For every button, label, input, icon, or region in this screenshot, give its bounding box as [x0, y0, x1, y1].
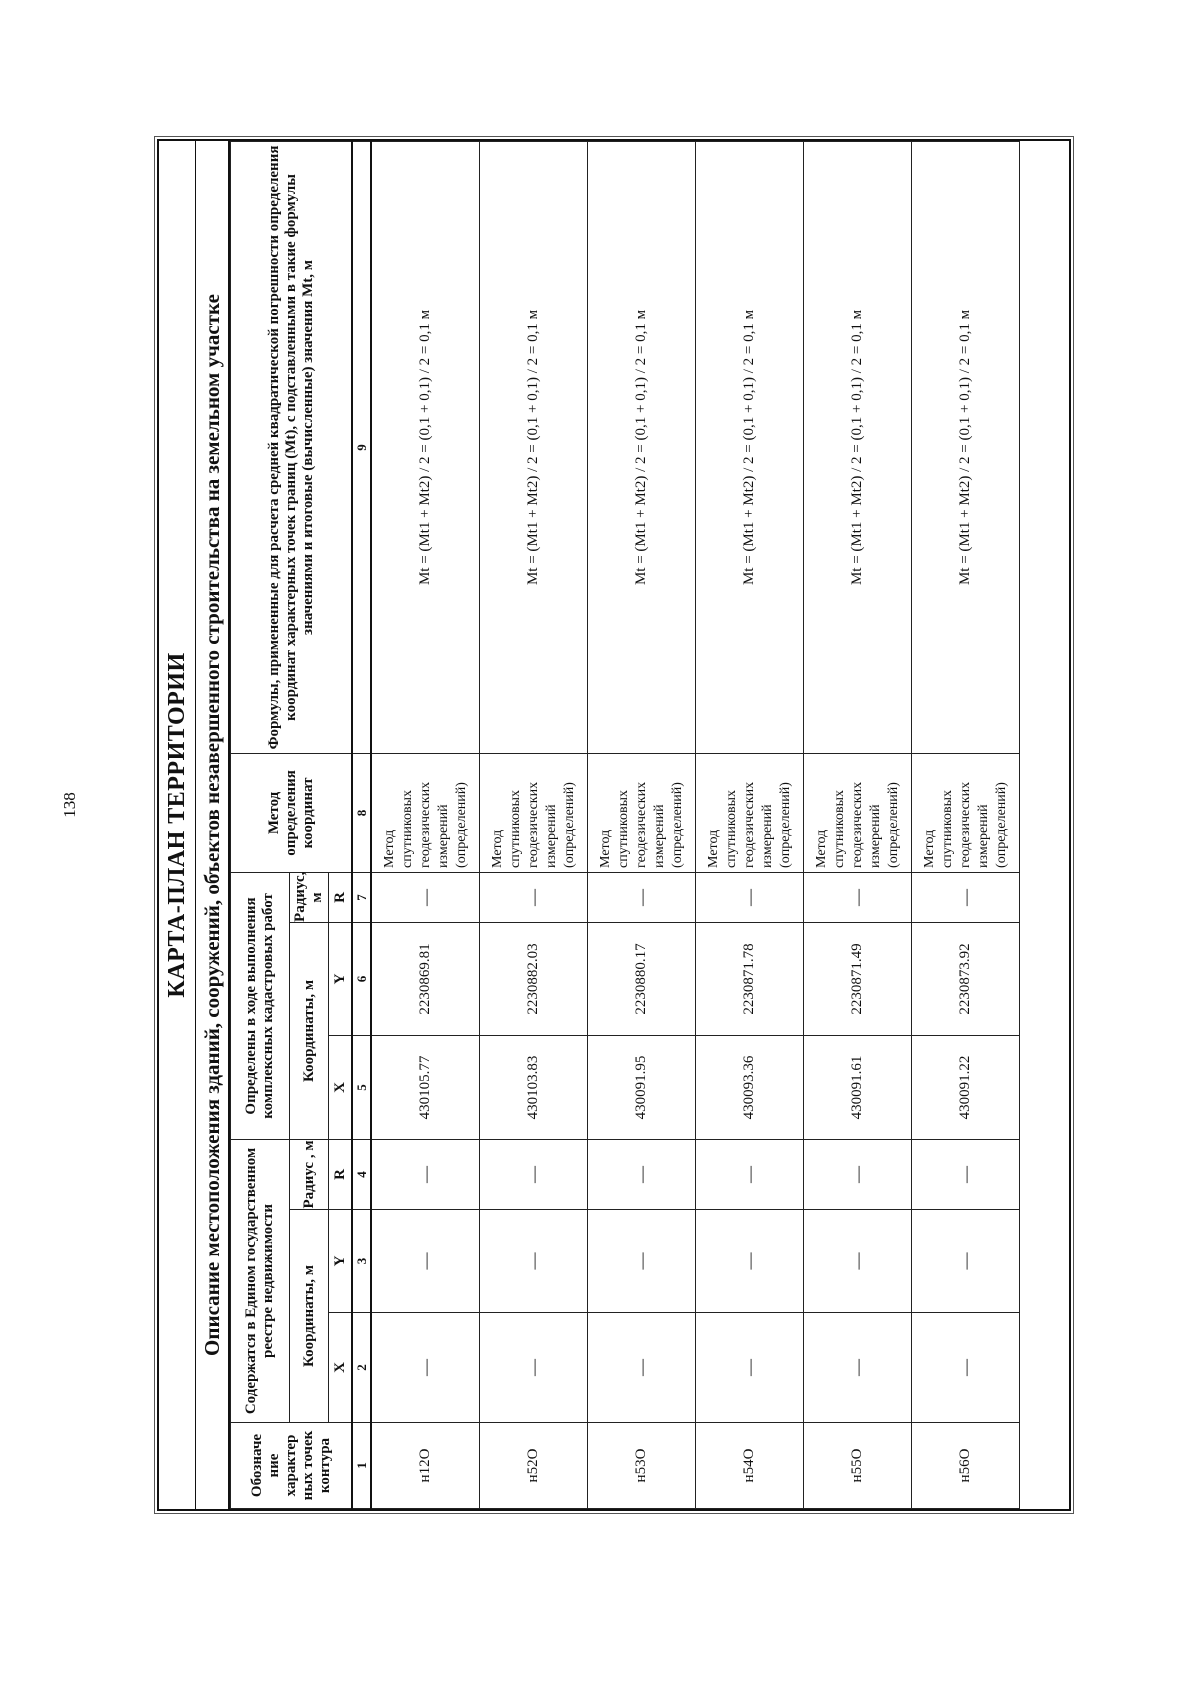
- header-kkr-coords: Координаты, м: [290, 922, 329, 1139]
- x-egrn: —: [371, 1313, 480, 1423]
- method: Метод спутниковых геодезических измерений (определений): [588, 753, 696, 872]
- point-id: н53О: [588, 1423, 696, 1509]
- point-id: н56О: [912, 1423, 1020, 1509]
- y-egrn: —: [371, 1210, 480, 1313]
- document-title: КАРТА-ПЛАН ТЕРРИТОРИИ: [159, 141, 196, 1509]
- radius: —: [480, 872, 588, 922]
- y-coordinate: 2230880.17: [588, 922, 696, 1035]
- header-method: Метод определения координат: [231, 753, 353, 872]
- y-egrn: —: [480, 1210, 588, 1313]
- header-egrn-group: Содержатся в Едином государственном реестре недвижимости: [231, 1139, 290, 1422]
- point-id: н55О: [804, 1423, 912, 1509]
- table-row: [696, 142, 804, 1509]
- y-egrn: —: [588, 1210, 696, 1313]
- header-kkr-group: Определены в ходе выполнения комплексных кадастровых работ: [231, 872, 290, 1139]
- y-coordinate: 2230873.92: [912, 922, 1020, 1035]
- column-number: 5: [352, 1035, 371, 1139]
- formula: Mt = (Mt1 + Mt2) / 2 = (0,1 + 0,1) / 2 = 0,1 м: [480, 142, 588, 754]
- formula: Mt = (Mt1 + Mt2) / 2 = (0,1 + 0,1) / 2 = 0,1 м: [912, 142, 1020, 754]
- x-coordinate: 430093.36: [696, 1035, 804, 1139]
- y-coordinate: 2230871.78: [696, 922, 804, 1035]
- method: Метод спутниковых геодезических измерений (определений): [696, 753, 804, 872]
- table-row: [588, 142, 696, 1509]
- method: Метод спутниковых геодезических измерений (определений): [804, 753, 912, 872]
- radius: —: [696, 872, 804, 922]
- rotated-document: [157, 139, 1071, 1511]
- column-number: 2: [352, 1313, 371, 1423]
- y-coordinate: 2230869.81: [371, 922, 480, 1035]
- r-egrn: —: [804, 1139, 912, 1209]
- header-point: Обозначе ние характер ных точек контура: [231, 1423, 353, 1509]
- header-kkr-radius: Радиус, м: [290, 872, 329, 922]
- table-row: [804, 142, 912, 1509]
- x-coordinate: 430105.77: [371, 1035, 480, 1139]
- formula: Mt = (Mt1 + Mt2) / 2 = (0,1 + 0,1) / 2 = 0,1 м: [696, 142, 804, 754]
- header-y-egrn: Y: [329, 1210, 353, 1313]
- x-coordinate: 430091.61: [804, 1035, 912, 1139]
- header-x-kkr: X: [329, 1035, 353, 1139]
- formula: Mt = (Mt1 + Mt2) / 2 = (0,1 + 0,1) / 2 = 0,1 м: [804, 142, 912, 754]
- radius: —: [371, 872, 480, 922]
- header-r-kkr: R: [329, 872, 353, 922]
- column-number: 8: [352, 753, 371, 872]
- formula: Mt = (Mt1 + Mt2) / 2 = (0,1 + 0,1) / 2 = 0,1 м: [588, 142, 696, 754]
- radius: —: [912, 872, 1020, 922]
- header-egrn-coords: Координаты, м: [290, 1210, 329, 1423]
- y-egrn: —: [912, 1210, 1020, 1313]
- coordinates-table: [230, 141, 1020, 1509]
- header-y-kkr: Y: [329, 922, 353, 1035]
- table-row: [480, 142, 588, 1509]
- column-number: 9: [352, 142, 371, 754]
- table-row: [371, 142, 480, 1509]
- x-coordinate: 430091.95: [588, 1035, 696, 1139]
- x-egrn: —: [912, 1313, 1020, 1423]
- x-coordinate: 430091.22: [912, 1035, 1020, 1139]
- header-egrn-radius: Радиус , м: [290, 1139, 329, 1209]
- y-coordinate: 2230871.49: [804, 922, 912, 1035]
- method: Метод спутниковых геодезических измерений (определений): [912, 753, 1020, 872]
- r-egrn: —: [912, 1139, 1020, 1209]
- header-r-egrn: R: [329, 1139, 353, 1209]
- column-number: 3: [352, 1210, 371, 1313]
- radius: —: [588, 872, 696, 922]
- column-number: 6: [352, 922, 371, 1035]
- header-formula: Формулы, примененные для расчета средней квадратической погрешности определения координат характерных точек границ (Mt), с подставленными в такие формулы значениями и итоговые (вычисленные) значения Mt, м: [231, 142, 353, 754]
- x-coordinate: 430103.83: [480, 1035, 588, 1139]
- x-egrn: —: [480, 1313, 588, 1423]
- r-egrn: —: [696, 1139, 804, 1209]
- column-number-row: [352, 142, 371, 1509]
- method: Метод спутниковых геодезических измерений (определений): [371, 753, 480, 872]
- point-id: н52О: [480, 1423, 588, 1509]
- point-id: н12О: [371, 1423, 480, 1509]
- column-number: 4: [352, 1139, 371, 1209]
- page-number: 138: [60, 792, 79, 818]
- x-egrn: —: [696, 1313, 804, 1423]
- column-number: 7: [352, 872, 371, 922]
- method: Метод спутниковых геодезических измерений (определений): [480, 753, 588, 872]
- formula: Mt = (Mt1 + Mt2) / 2 = (0,1 + 0,1) / 2 = 0,1 м: [371, 142, 480, 754]
- table-frame: [157, 139, 1071, 1511]
- header-x-egrn: X: [329, 1313, 353, 1423]
- y-egrn: —: [804, 1210, 912, 1313]
- x-egrn: —: [804, 1313, 912, 1423]
- point-id: н54О: [696, 1423, 804, 1509]
- x-egrn: —: [588, 1313, 696, 1423]
- table-row: [912, 142, 1020, 1509]
- r-egrn: —: [371, 1139, 480, 1209]
- column-number: 1: [352, 1423, 371, 1509]
- r-egrn: —: [588, 1139, 696, 1209]
- radius: —: [804, 872, 912, 922]
- y-egrn: —: [696, 1210, 804, 1313]
- y-coordinate: 2230882.03: [480, 922, 588, 1035]
- r-egrn: —: [480, 1139, 588, 1209]
- section-subtitle: Описание местоположения зданий, сооружений, объектов незавершенного строительства на земельном участке: [196, 141, 230, 1509]
